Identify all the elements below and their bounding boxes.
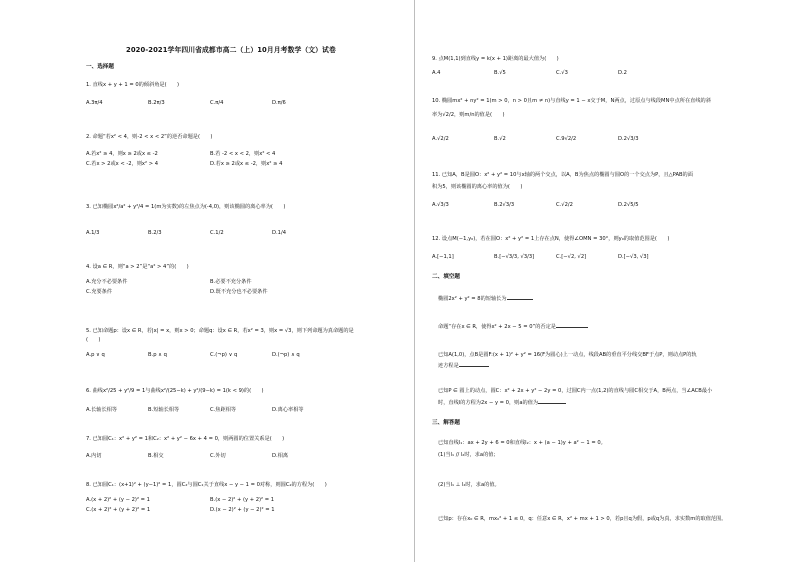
- option-d: D.1/4: [272, 230, 286, 236]
- question-5-paren: ( ): [86, 337, 101, 343]
- option-c: C.9√2/2: [556, 136, 577, 142]
- option-d: D.π/6: [272, 100, 286, 106]
- section-choice-heading: 一、选择题: [86, 64, 114, 70]
- option-a: A.若x² ≥ 4，则x ≥ 2或x ≤ -2: [86, 151, 158, 157]
- option-d: D.(x − 2)² + (y − 2)² = 1: [210, 507, 275, 513]
- question-14-text: 命题“存在x ∈ R，使得x² + 2x − 5 = 0”的否定是: [438, 324, 556, 330]
- option-d: D.2√3/3: [618, 136, 639, 142]
- section-fill-heading: 二、填空题: [432, 274, 460, 280]
- option-d: D.2: [618, 70, 627, 76]
- answer-blank[interactable]: [538, 403, 566, 404]
- option-a: A.p ∨ q: [86, 352, 105, 358]
- question-10: 10. 椭圆mx² + ny² = 1(m > 0，n > 0且m ≠ n)与直线y = 1 − x交于M，N两点，过原点与线段MN中点所在直线的斜: [432, 98, 711, 104]
- answer-blank[interactable]: [459, 366, 489, 367]
- option-d: D.离心率相等: [272, 407, 304, 413]
- option-b: B.[−√3/3, √3/3]: [494, 254, 535, 260]
- option-c: C.(x + 2)² + (y + 2)² = 1: [86, 507, 151, 513]
- section-answer-heading: 三、解答题: [432, 420, 460, 426]
- question-11: 11. 已知A，B是圆O：x² + y² = 10与x轴的两个交点，以A，B为焦点的椭圆与圆O的一个交点为P，且△PAB的面: [432, 172, 693, 178]
- option-b: B.p ∧ q: [148, 352, 167, 358]
- option-c: C.外切: [210, 453, 226, 459]
- question-1: 1. 直线x + y + 1 = 0的倾斜角是( ): [86, 82, 180, 88]
- option-c: C.焦距相等: [210, 407, 237, 413]
- question-17: 已知直线l₁：ax + 2y + 6 = 0和直线l₂：x + (a − 1)y + a² − 1 = 0。: [438, 440, 606, 446]
- option-b: B.2/3: [148, 230, 162, 236]
- option-c: C.若x > 2或x < -2，则x² > 4: [86, 161, 159, 167]
- option-a: A.充分不必要条件: [86, 279, 128, 285]
- question-7: 7. 已知圆C₁：x² + y² = 1和C₂：x² + y² − 6x + 4 = 0，则两圆的位置关系是( ): [86, 436, 285, 442]
- question-15: 已知A(1,0)，点B是圆F:(x + 1)² + y² = 16(F为圆心)上一动点，线段AB的垂直平分线交BF于点P，则动点P的轨: [438, 352, 697, 358]
- option-c: C.π/4: [210, 100, 224, 106]
- option-b: B.2π/3: [148, 100, 165, 106]
- right-column: [432, 0, 792, 562]
- question-3: 3. 已知椭圆x²/a² + y²/4 = 1(m为实数)的左焦点为(-4,0)，则该椭圆的离心率为( ): [86, 204, 286, 210]
- question-10-cont: 率为√2/2，则m/n的值是( ): [432, 112, 505, 118]
- option-d: D.[−√3, √3]: [618, 254, 649, 260]
- question-4: 4. 设a ∈ R，则“a > 2”是“a² > 4”的( ): [86, 264, 189, 270]
- question-18: 已知p：存在x₀ ∈ R，mx₀² + 1 ≤ 0，q：任意x ∈ R，x² + mx + 1 > 0，若p且q为假，p或q为真，求实数m的取值范围。: [438, 516, 727, 522]
- option-b: B.相交: [148, 453, 164, 459]
- option-a: A.√2/2: [432, 136, 449, 142]
- answer-blank[interactable]: [507, 299, 533, 300]
- question-9: 9. 点M(1,1)到直线y = k(x + 1)距离的最大值为( ): [432, 56, 559, 62]
- question-12: 12. 设点M(−1,y₀)，若在圆O：x² + y² = 1上存在点N，使得∠OMN = 30°，则y₀的取值范围是( ): [432, 236, 670, 242]
- option-c: C.充要条件: [86, 289, 113, 295]
- option-c: C.[−√2, √2]: [556, 254, 587, 260]
- option-b: B.(x − 2)² + (y + 2)² = 1: [210, 497, 275, 503]
- question-8: 8. 已知圆C₁：(x+1)² + (y−1)² = 1，圆C₂与圆C₁关于直线x − y − 1 = 0对称，则圆C₂的方程为( ): [86, 482, 327, 488]
- option-a: A.√3/3: [432, 202, 449, 208]
- question-11-cont: 积为5，则该椭圆的离心率的值为( ): [432, 184, 523, 190]
- question-16-cont-text: 时，直线l的方程为2x − y = 0，则a的值为: [438, 400, 539, 406]
- answer-blank[interactable]: [556, 327, 588, 328]
- option-a: A.1/3: [86, 230, 100, 236]
- question-6: 6. 曲线x²/25 + y²/9 = 1与曲线x²/(25−k) + y²/(9−k) = 1(k < 9)的( ): [86, 388, 264, 394]
- option-c: C.√3: [556, 70, 568, 76]
- option-a: A.内切: [86, 453, 102, 459]
- question-16-cont: [438, 400, 566, 407]
- question-17-part-2: (2)当l₁ ⊥ l₂时，求a的值。: [438, 482, 500, 488]
- left-column: [86, 0, 402, 562]
- question-2: 2. 命题“若x² < 4，则-2 < x < 2”的逆否命题是( ): [86, 134, 213, 140]
- option-b: B.√2: [494, 136, 506, 142]
- option-b: B.2√3/3: [494, 202, 515, 208]
- question-17-part-1: (1)当l₁ // l₂时，求a的值；: [438, 452, 499, 458]
- option-b: B.必要不充分条件: [210, 279, 252, 285]
- exam-title: 2020-2021学年四川省成都市高二（上）10月月考数学（文）试卷: [126, 46, 336, 54]
- option-c: C.1/2: [210, 230, 224, 236]
- question-13: [438, 296, 533, 303]
- column-divider: [414, 0, 415, 562]
- option-d: D.若x ≥ 2或x ≤ -2，则x² ≥ 4: [210, 161, 283, 167]
- option-a: A.[−1,1]: [432, 254, 454, 260]
- option-c: C.(¬p) ∨ q: [210, 352, 238, 358]
- question-14: [438, 324, 588, 331]
- option-b: B.短轴长相等: [148, 407, 180, 413]
- option-c: C.√2/2: [556, 202, 573, 208]
- option-d: D.2√5/5: [618, 202, 639, 208]
- option-b: B.√5: [494, 70, 506, 76]
- question-13-text: 椭圆2x² + y² = 8的短轴长为: [438, 296, 507, 302]
- question-15-cont: [438, 363, 489, 370]
- option-a: A.4: [432, 70, 441, 76]
- question-15-cont-text: 迹方程是: [438, 363, 459, 369]
- option-a: A.(x + 2)² + (y − 2)² = 1: [86, 497, 150, 503]
- option-d: D.(¬p) ∧ q: [272, 352, 300, 358]
- option-a: A.3π/4: [86, 100, 103, 106]
- option-d: D.既不充分也不必要条件: [210, 289, 268, 295]
- option-a: A.长轴长相等: [86, 407, 118, 413]
- option-d: D.相离: [272, 453, 289, 459]
- question-16: 已知P ∈ 圆上的动点，圆C：x² + 2x + y² − 2y = 0，过圆C内一点(1,2)的直线与圆C相交于A，B两点，当∠ACB最小: [438, 388, 713, 394]
- option-b: B.若 -2 < x < 2，则x² < 4: [210, 151, 276, 157]
- question-5: 5. 已知命题p：设x ∈ R，若|x| = x，则x > 0；命题q：设x ∈ R，若x² = 3，则x = √3，则下列命题为真命题的是: [86, 328, 354, 334]
